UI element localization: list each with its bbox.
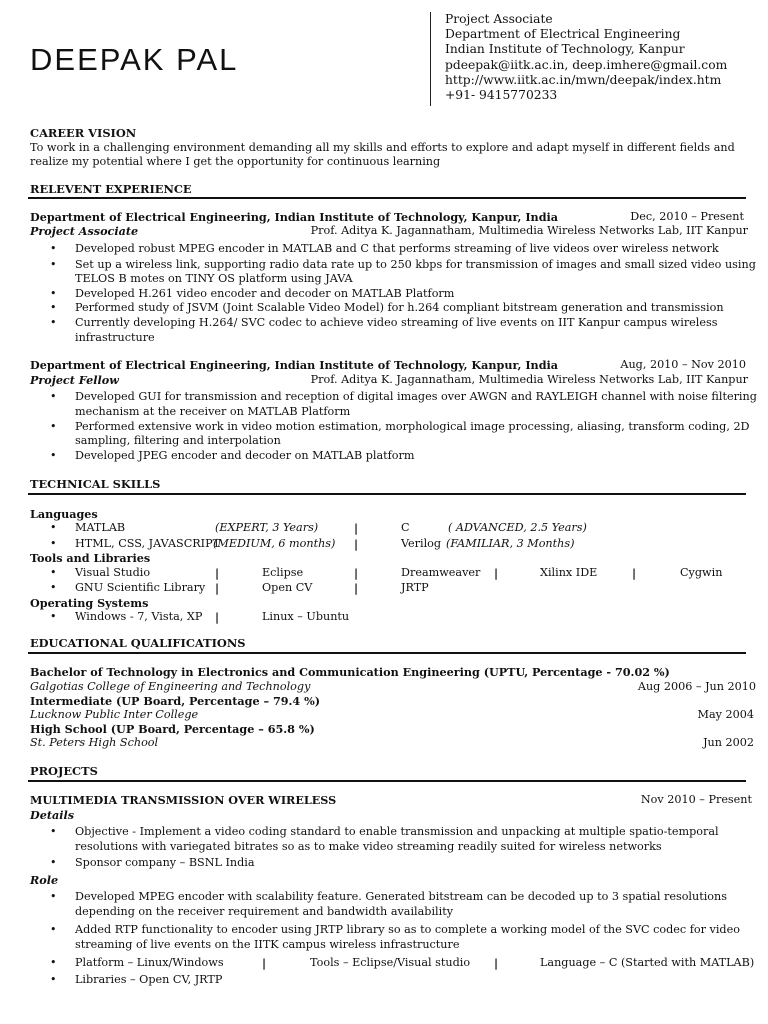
section-rule bbox=[28, 652, 746, 654]
separator: | bbox=[354, 537, 359, 551]
separator: | bbox=[354, 566, 359, 580]
project-role-cont: streaming of live events on the IITK campus wireless infrastructure bbox=[75, 938, 460, 951]
bullet-icon: • bbox=[50, 973, 57, 986]
skill-web-level: (MEDIUM, 6 months) bbox=[213, 537, 336, 550]
skills-heading: TECHNICAL SKILLS bbox=[30, 477, 161, 491]
job-bullet: Performed extensive work in video motion estimation, morphological image processing, aliasing, transform coding, 2D bbox=[75, 420, 750, 433]
job-bullet-cont: mechanism at the receiver on MATLAB Platform bbox=[75, 405, 351, 418]
bullet-icon: • bbox=[50, 420, 57, 433]
bullet-icon: • bbox=[50, 956, 57, 969]
degree: Bachelor of Technology in Electronics and Communication Engineering (UPTU, Percentage - 70.02 %) bbox=[30, 665, 670, 679]
project-title: MULTIMEDIA TRANSMISSION OVER WIRELESS bbox=[30, 793, 337, 807]
project-role: Added RTP functionality to encoder using JRTP library so as to complete a working model of the SVC codec for video bbox=[75, 923, 740, 936]
role-label: Role bbox=[30, 873, 59, 887]
bullet-icon: • bbox=[50, 581, 57, 594]
tool-item: GNU Scientific Library bbox=[75, 581, 206, 594]
separator: | bbox=[262, 956, 267, 970]
career-heading: CAREER VISION bbox=[30, 126, 137, 140]
school: Galgotias College of Engineering and Technology bbox=[30, 680, 311, 693]
career-text-line: To work in a challenging environment demanding all my skills and efforts to explore and adapt myself in different fields and bbox=[30, 141, 735, 154]
career-text-line: realize my potential where I get the opportunity for continuous learning bbox=[30, 155, 441, 168]
bullet-icon: • bbox=[50, 537, 57, 550]
job-org: Department of Electrical Engineering, Indian Institute of Technology, Kanpur, India bbox=[30, 358, 559, 372]
bullet-icon: • bbox=[50, 825, 57, 838]
skill-c: C bbox=[401, 521, 410, 534]
project-libraries: Libraries – Open CV, JRTP bbox=[75, 973, 223, 986]
experience-heading: RELEVENT EXPERIENCE bbox=[30, 182, 192, 196]
tool-item: Xilinx IDE bbox=[540, 566, 598, 579]
project-tools: Tools – Eclipse/Visual studio bbox=[310, 956, 471, 969]
skill-verilog-level: (FAMILIAR, 3 Months) bbox=[446, 537, 575, 550]
section-rule bbox=[28, 493, 746, 495]
project-language: Language – C (Started with MATLAB) bbox=[540, 956, 755, 969]
job-org: Department of Electrical Engineering, Indian Institute of Technology, Kanpur, India bbox=[30, 210, 559, 224]
skill-matlab: MATLAB bbox=[75, 521, 126, 534]
contact-phone: +91- 9415770233 bbox=[445, 88, 558, 103]
header-divider bbox=[430, 12, 431, 106]
contact-title: Project Associate bbox=[445, 12, 553, 26]
separator: | bbox=[632, 566, 637, 580]
tools-label: Tools and Libraries bbox=[30, 551, 151, 565]
languages-label: Languages bbox=[30, 507, 98, 521]
job-role: Project Associate bbox=[30, 224, 139, 238]
contact-website[interactable]: http://www.iitk.ac.in/mwn/deepak/index.htm bbox=[445, 72, 722, 87]
job-bullet-cont: TELOS B motes on TINY OS platform using JAVA bbox=[75, 272, 353, 285]
skill-web: HTML, CSS, JAVASCRIPT bbox=[75, 537, 221, 550]
degree: High School (UP Board, Percentage – 65.8 %) bbox=[30, 722, 315, 736]
os-label: Operating Systems bbox=[30, 596, 149, 610]
bullet-icon: • bbox=[50, 923, 57, 936]
bullet-icon: • bbox=[50, 610, 57, 623]
separator: | bbox=[215, 610, 220, 624]
edu-dates: May 2004 bbox=[697, 708, 754, 721]
separator: | bbox=[354, 581, 359, 595]
tool-item: JRTP bbox=[401, 581, 429, 594]
bullet-icon: • bbox=[50, 258, 57, 271]
school: St. Peters High School bbox=[30, 736, 159, 749]
bullet-icon: • bbox=[50, 287, 57, 300]
resume-name: DEEPAK PAL bbox=[30, 42, 239, 77]
contact-email[interactable]: pdeepak@iitk.ac.in, deep.imhere@gmail.com bbox=[445, 57, 728, 72]
job-dates: Dec, 2010 – Present bbox=[630, 210, 744, 223]
job-supervisor: Prof. Aditya K. Jagannatham, Multimedia Wireless Networks Lab, IIT Kanpur bbox=[310, 224, 748, 237]
os-item: Linux – Ubuntu bbox=[262, 610, 350, 623]
tool-item: Cygwin bbox=[680, 566, 723, 579]
bullet-icon: • bbox=[50, 316, 57, 329]
contact-department: Department of Electrical Engineering bbox=[445, 27, 681, 42]
education-heading: EDUCATIONAL QUALIFICATIONS bbox=[30, 636, 246, 650]
project-dates: Nov 2010 – Present bbox=[640, 793, 752, 806]
project-role-cont: depending on the receiver requirement and bandwidth availability bbox=[75, 905, 454, 918]
project-detail: Objective - Implement a video coding standard to enable transmission and unpacking at multiple spatio-temporal bbox=[75, 825, 719, 838]
tool-item: Visual Studio bbox=[75, 566, 151, 579]
tool-item: Open CV bbox=[262, 581, 313, 594]
job-supervisor: Prof. Aditya K. Jagannatham, Multimedia Wireless Networks Lab, IIT Kanpur bbox=[310, 373, 748, 386]
bullet-icon: • bbox=[50, 566, 57, 579]
tool-item: Eclipse bbox=[262, 566, 304, 579]
contact-block bbox=[445, 12, 727, 103]
edu-dates: Aug 2006 – Jun 2010 bbox=[637, 680, 756, 693]
os-item: Windows - 7, Vista, XP bbox=[75, 610, 203, 623]
job-bullet: Currently developing H.264/ SVC codec to achieve video streaming of live events on IIT Kanpur campus wireless bbox=[75, 316, 718, 329]
job-bullet: Developed GUI for transmission and reception of digital images over AWGN and RAYLEIGH channel with noise filtering bbox=[75, 390, 757, 403]
bullet-icon: • bbox=[50, 301, 57, 314]
tool-item: Dreamweaver bbox=[401, 566, 481, 579]
bullet-icon: • bbox=[50, 890, 57, 903]
job-bullet: Set up a wireless link, supporting radio data rate up to 250 kbps for transmission of images and small sized video using bbox=[75, 258, 756, 271]
separator: | bbox=[215, 566, 220, 580]
job-bullet: Developed JPEG encoder and decoder on MATLAB platform bbox=[75, 449, 415, 462]
bullet-icon: • bbox=[50, 449, 57, 462]
separator: | bbox=[354, 521, 359, 535]
skill-verilog: Verilog bbox=[401, 537, 442, 550]
job-dates: Aug, 2010 – Nov 2010 bbox=[620, 358, 746, 371]
bullet-icon: • bbox=[50, 242, 57, 255]
bullet-icon: • bbox=[50, 390, 57, 403]
job-bullet-cont: infrastructure bbox=[75, 331, 155, 344]
job-bullet: Developed H.261 video encoder and decoder on MATLAB Platform bbox=[75, 287, 455, 300]
school: Lucknow Public Inter College bbox=[30, 708, 199, 721]
section-rule bbox=[28, 197, 746, 199]
project-detail-cont: resolutions with variegated bitrates so as to make video streaming readily suited for wireless networks bbox=[75, 840, 662, 853]
details-label: Details bbox=[30, 808, 75, 822]
edu-dates: Jun 2002 bbox=[703, 736, 754, 749]
job-bullet: Developed robust MPEG encoder in MATLAB and C that performs streaming of live videos over wireless network bbox=[75, 242, 719, 255]
project-detail: Sponsor company – BSNL India bbox=[75, 856, 255, 869]
bullet-icon: • bbox=[50, 521, 57, 534]
contact-institute: Indian Institute of Technology, Kanpur bbox=[445, 42, 685, 57]
separator: | bbox=[215, 581, 220, 595]
projects-heading: PROJECTS bbox=[30, 764, 98, 778]
separator: | bbox=[494, 566, 499, 580]
job-bullet-cont: sampling, filtering and interpolation bbox=[75, 434, 281, 447]
job-bullet: Performed study of JSVM (Joint Scalable Video Model) for h.264 compliant bitstream generation and transmission bbox=[75, 301, 724, 314]
project-role: Developed MPEG encoder with scalability feature. Generated bitstream can be decoded up to 3 spatial resolutions bbox=[75, 890, 727, 903]
skill-matlab-level: (EXPERT, 3 Years) bbox=[215, 521, 319, 534]
separator: | bbox=[494, 956, 499, 970]
bullet-icon: • bbox=[50, 856, 57, 869]
project-platform: Platform – Linux/Windows bbox=[75, 956, 224, 969]
skill-c-level: ( ADVANCED, 2.5 Years) bbox=[448, 521, 587, 534]
degree: Intermediate (UP Board, Percentage – 79.4 %) bbox=[30, 694, 321, 708]
job-role: Project Fellow bbox=[30, 373, 119, 387]
section-rule bbox=[28, 780, 746, 782]
